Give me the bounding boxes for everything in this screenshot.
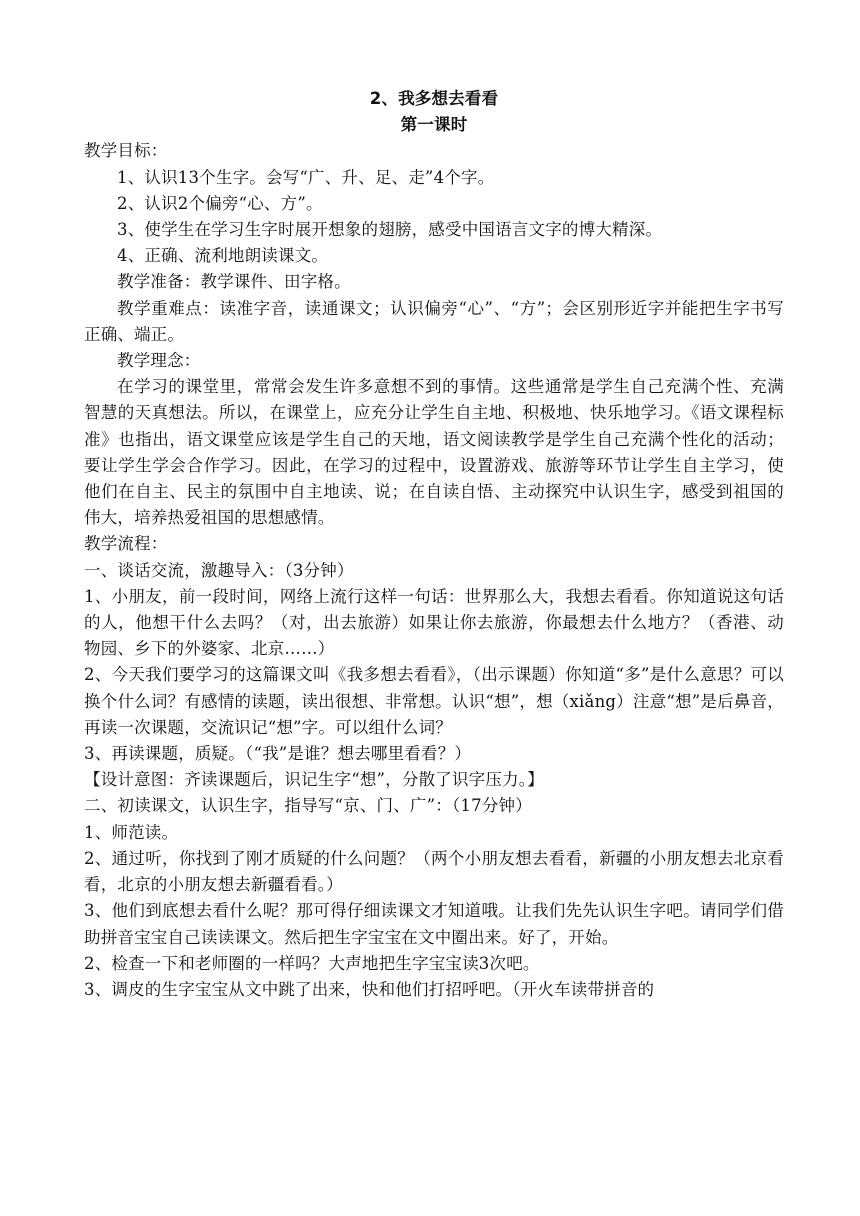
paragraph: 二、初读课文，认识生字，指导写“京、门、广”：（17分钟） xyxy=(84,796,532,816)
paragraph: 3、再读课题，质疑。（“我”是谁？想去哪里看看？） xyxy=(84,744,472,764)
paragraph: 一、谈话交流，激趣导入：（3分钟） xyxy=(84,560,354,580)
paragraph: 教学流程： xyxy=(84,534,168,554)
document-body xyxy=(84,138,784,1003)
paragraph: 3、他们到底想去看什么呢？那可得仔细读课文才知道哦。让我们先先认识生字吧。请同学们借助拼音宝宝自己读读课文。然后把生字宝宝在文中圈出来。好了，开始。 xyxy=(84,901,784,947)
paragraph: 2、认识2个偏旁“心、方”。 xyxy=(117,193,323,213)
paragraph: 教学重难点：读准字音，读通课文；认识偏旁“心”、“方”；会区别形近字并能把生字书写正确、端正。 xyxy=(84,298,784,344)
paragraph: 3、使学生在学习生字时展开想象的翅膀，感受中国语言文字的博大精深。 xyxy=(117,220,663,240)
paragraph: 2、检查一下和老师圈的一样吗？大声地把生字宝宝读3次吧。 xyxy=(84,953,540,973)
paragraph: 【设计意图：齐读课题后，识记生字“想”，分散了识字压力。】 xyxy=(84,770,544,790)
lesson-subtitle: 第一课时 xyxy=(400,115,468,135)
paragraph: 教学目标： xyxy=(84,141,168,161)
paragraph: 1、小朋友，前一段时间，网络上流行这样一句话：世界那么大，我想去看看。你知道说这句话的人，他想干什么去吗？（对，出去旅游）如果让你去旅游，你最想去什么地方？（香港、动物园、乡下的外婆家、北京……） xyxy=(84,586,784,659)
paragraph: 教学理念： xyxy=(117,351,201,371)
paragraph: 教学准备：教学课件、田字格。 xyxy=(117,272,351,292)
paragraph: 4、正确、流利地朗读课文。 xyxy=(117,246,329,266)
paragraph: 3、调皮的生字宝宝从文中跳了出来，快和他们打招呼吧。（开火车读带拼音的 xyxy=(84,979,655,999)
paragraph: 1、认识13个生字。会写“广、升、足、走”4个字。 xyxy=(117,167,495,187)
paragraph: 在学习的课堂里，常常会发生许多意想不到的事情。这些通常是学生自己充满个性、充满智慧的天真想法。所以，在课堂上，应充分让学生自主地、积极地、快乐地学习。《语文课程标准》也指出，语文课堂应该是学生自己的天地，语文阅读教学是学生自己充满个性化的活动；要让学生学会合作学习。因此，在学习的过程中，设置游戏、旅游等环节让学生自主学习，使他们在自主、民主的氛围中自主地读、说；在自读自悟、主动探究中认识生字，感受到祖国的伟大，培养热爱祖国的思想感情。 xyxy=(84,377,784,528)
paragraph: 2、通过听，你找到了刚才质疑的什么问题？（两个小朋友想去看看，新疆的小朋友想去北京看看，北京的小朋友想去新疆看看。） xyxy=(84,848,784,895)
document-page xyxy=(84,86,784,1003)
paragraph: 1、师范读。 xyxy=(84,822,179,842)
lesson-title: 2、我多想去看看 xyxy=(369,89,499,108)
paragraph: 2、今天我们要学习的这篇课文叫《我多想去看看》，（出示课题）你知道“多”是什么意思？可以换个什么词？有感情的读题，读出很想、非常想。认识“想”，想（xiǎng）注意“想”是后鼻音，再读一次课题，交流识记“想”字。可以组什么词？ xyxy=(84,665,784,737)
